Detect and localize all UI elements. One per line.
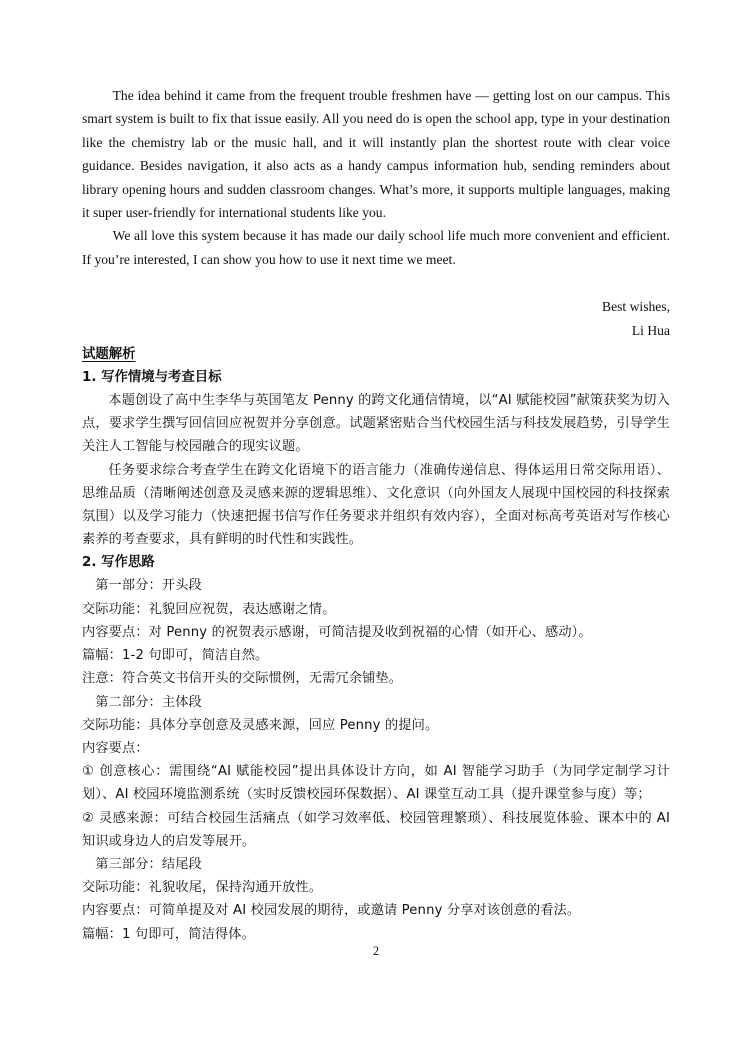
letter-signature: Li Hua xyxy=(631,322,670,338)
part-2-label: 第二部分：主体段 xyxy=(95,694,202,710)
section-2-heading: 2. 写作思路 xyxy=(82,555,155,571)
letter-paragraph-2: We all love this system because it has made our daily school life much more convenient and efficient. If you’re interested, I can show you how to use it next time we meet. xyxy=(82,228,670,267)
part-2-function: 交际功能：具体分享创意及灵感来源，回应 Penny 的提问。 xyxy=(82,717,439,733)
part-3-points: 内容要点：可简单提及对 AI 校园发展的期待，或邀请 Penny 分享对该创意的看法。 xyxy=(82,903,581,919)
letter-closing: Best wishes, xyxy=(602,299,670,315)
part-1-length: 篇幅：1-2 句即可，简洁自然。 xyxy=(82,648,269,664)
part-3-function: 交际功能：礼貌收尾，保持沟通开放性。 xyxy=(82,880,323,896)
section-1-heading: 1. 写作情境与考查目标 xyxy=(82,370,222,386)
page-number: 2 xyxy=(372,944,380,958)
analysis-title xyxy=(82,344,670,366)
part-2-point-1: ① 创意核心：需围绕“AI 赋能校园”提出具体设计方向，如 AI 智能学习助手（为同学定制学习计划）、AI 校园环境监测系统（实时反馈校园环保数据）、AI 课堂互动工具（提升课堂参与度）等； xyxy=(82,764,670,803)
letter-paragraph-1: The idea behind it came from the frequent trouble freshmen have — getting lost on our campus. This smart system is built to fix that issue easily. All you need do is open the school app, type in your destination like the chemistry lab or the music hall, and it will instantly plan the shortest route with clear voice guidance. Besides navigation, it also acts as a handy campus information hub, sending reminders about library opening hours and sudden classroom changes. What’s more, it supports multiple languages, making it super user-friendly for international students like you. xyxy=(82,88,670,221)
part-3-length: 篇幅：1 句即可，简洁得体。 xyxy=(82,926,255,942)
part-1-points: 内容要点：对 Penny 的祝贺表示感谢，可简洁提及收到祝福的心情（如开心、感动）。 xyxy=(82,624,592,640)
analysis-title-text: 试题解析 xyxy=(82,347,136,363)
part-3-label: 第三部分：结尾段 xyxy=(95,856,202,872)
part-1-note: 注意：符合英文书信开头的交际惯例，无需冗余铺垫。 xyxy=(82,671,403,687)
part-1-function: 交际功能：礼貌回应祝贺，表达感谢之情。 xyxy=(82,601,336,617)
section-1-paragraph-1: 本题创设了高中生李华与英国笔友 Penny 的跨文化通信情境，以“AI 赋能校园”献策获奖为切入点，要求学生撰写回信回应祝贺并分享创意。试题紧密贴合当代校园生活与科技发展趋势，引导学生关注人工智能与校园融合的现实议题。 xyxy=(82,393,670,455)
part-2-point-2: ② 灵感来源：可结合校园生活痛点（如学习效率低、校园管理繁琐）、科技展览体验、课本中的 AI 知识或身边人的启发等展开。 xyxy=(82,810,670,849)
section-1-paragraph-2: 任务要求综合考查学生在跨文化语境下的语言能力（准确传递信息、得体运用日常交际用语）、思维品质（清晰阐述创意及灵感来源的逻辑思维）、文化意识（向外国友人展现中国校园的科技探索氛围）以及学习能力（快速把握书信写作任务要求并组织有效内容），全面对标高考英语对写作核心素养的考查要求，具有鲜明的时代性和实践性。 xyxy=(82,462,670,548)
part-1-label: 第一部分：开头段 xyxy=(95,578,202,594)
part-2-points-label: 内容要点： xyxy=(82,740,149,756)
